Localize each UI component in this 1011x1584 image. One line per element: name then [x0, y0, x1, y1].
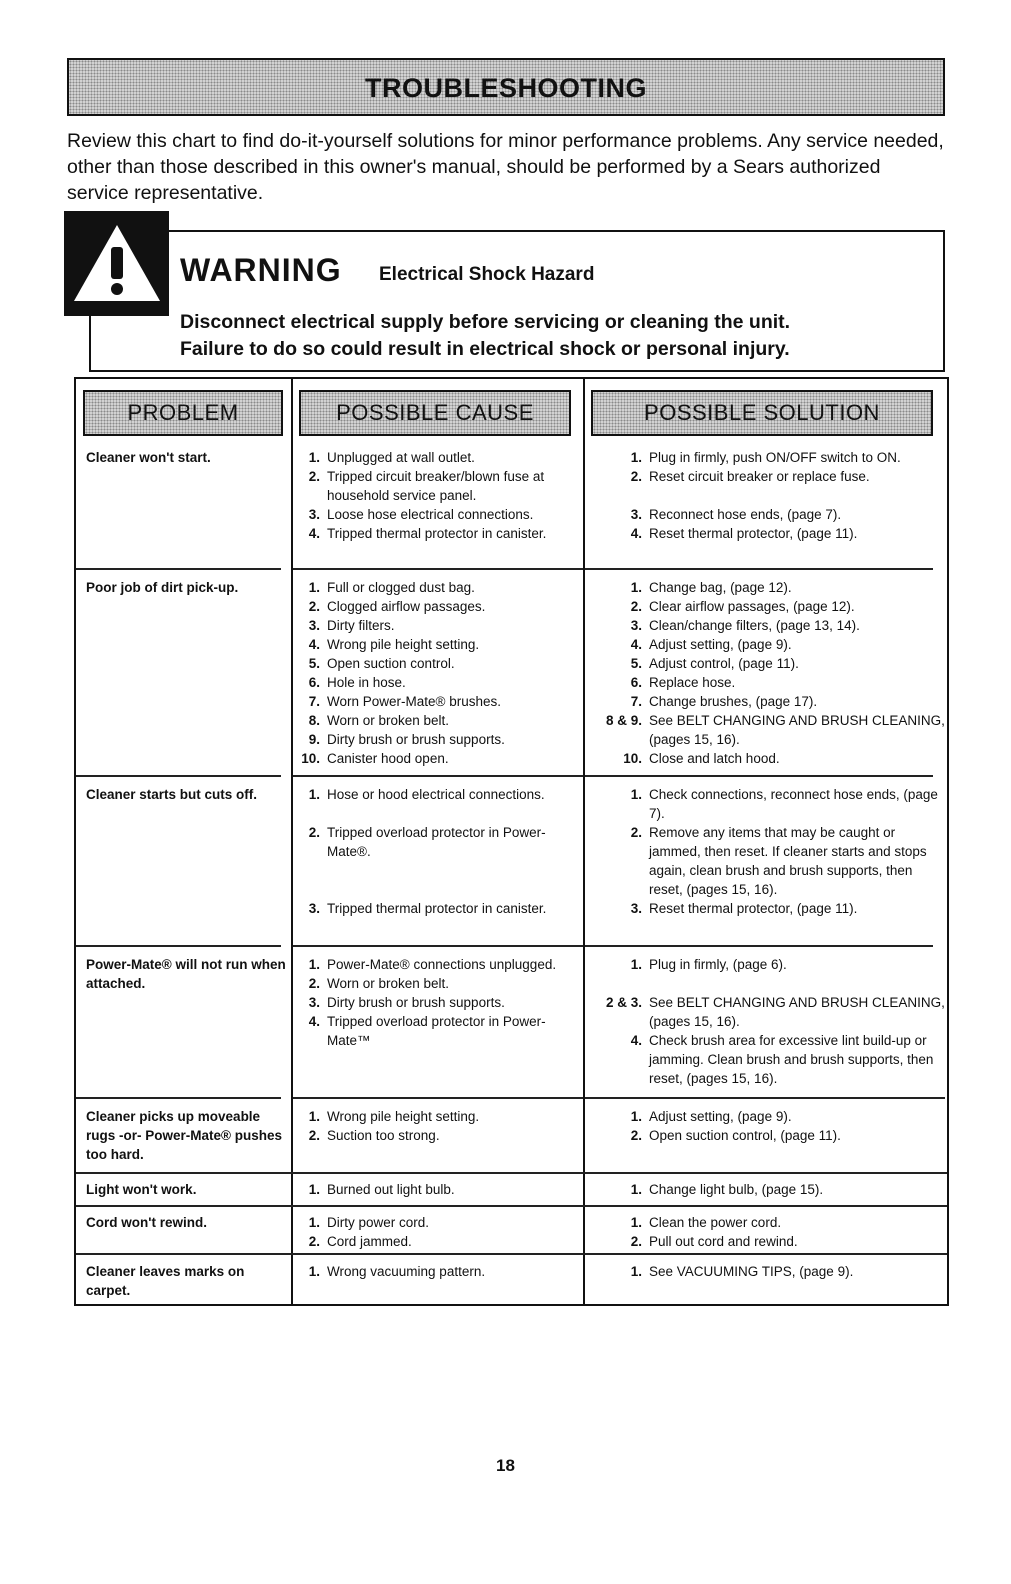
header-problem: [83, 390, 283, 436]
solution-cell: [592, 785, 947, 918]
list-item: 2. Cord jammed.: [308, 1234, 412, 1249]
list-item: 8 & 9. See BELT CHANGING AND BRUSH CLEANING, (pages 15, 16).: [605, 713, 945, 747]
problem-cell: Cleaner picks up moveable rugs -or- Power-Mate® pushes too hard.: [86, 1109, 282, 1162]
warning-line-1: Disconnect electrical supply before servicing or cleaning the unit.: [180, 311, 791, 333]
list-item: 3. Tripped thermal protector in canister.: [308, 901, 547, 916]
cause-cell: [300, 1213, 582, 1251]
list-item: 4. Reset thermal protector, (page 11).: [630, 526, 858, 541]
row-divider: [76, 775, 281, 777]
list-item: 2. Worn or broken belt.: [308, 976, 450, 991]
solution-cell: [592, 955, 947, 1088]
list-item: 1. Power-Mate® connections unplugged.: [308, 957, 557, 972]
warning-line-2: Failure to do so could result in electrical shock or personal injury.: [180, 338, 790, 360]
list-item: 1. Adjust setting, (page 9).: [630, 1109, 792, 1124]
list-item: 3. Dirty brush or brush supports.: [308, 995, 505, 1010]
cause-cell: [300, 448, 582, 543]
list-item: 1. Dirty power cord.: [308, 1215, 430, 1230]
cause-cell: [300, 578, 582, 768]
list-item: 2. Reset circuit breaker or replace fuse.: [630, 469, 870, 484]
list-item: 6. Hole in hose.: [308, 675, 406, 690]
page-title: TROUBLESHOOTING: [365, 73, 647, 103]
list-item: 7. Change brushes, (page 17).: [630, 694, 818, 709]
warning-word: WARNING: [180, 252, 342, 288]
list-item: 4. Adjust setting, (page 9).: [630, 637, 792, 652]
list-item: 3. Loose hose electrical connections.: [308, 507, 534, 522]
cause-cell: [300, 1180, 582, 1199]
row-divider: [76, 1172, 947, 1174]
list-item: 10. Close and latch hood.: [623, 751, 780, 766]
list-item: 1. Plug in firmly, (page 6).: [630, 957, 787, 972]
list-item: 1. Full or clogged dust bag.: [308, 580, 475, 595]
header-cause-label: POSSIBLE CAUSE: [336, 400, 534, 425]
list-item: 7. Worn Power-Mate® brushes.: [308, 694, 502, 709]
list-item: 1. Burned out light bulb.: [308, 1182, 455, 1197]
warning-subtitle: Electrical Shock Hazard: [379, 264, 595, 285]
warning-triangle-icon: [64, 211, 169, 316]
row-divider: [585, 945, 933, 947]
row-divider: [293, 775, 583, 777]
cause-cell: [300, 1262, 582, 1281]
column-divider: [291, 379, 293, 1304]
row-divider: [76, 945, 281, 947]
list-item: 1. Wrong vacuuming pattern.: [308, 1264, 486, 1279]
list-item: 8. Worn or broken belt.: [308, 713, 450, 728]
list-item: 2. Open suction control, (page 11).: [630, 1128, 841, 1143]
list-item: 9. Dirty brush or brush supports.: [308, 732, 505, 747]
list-item: 3. Reconnect hose ends, (page 7).: [630, 507, 842, 522]
problem-cell: Cleaner leaves marks on carpet.: [86, 1264, 245, 1298]
list-item: 2. Clogged airflow passages.: [308, 599, 486, 614]
list-item: 10. Canister hood open.: [301, 751, 449, 766]
row-divider: [585, 568, 933, 570]
solution-cell: [592, 448, 947, 543]
list-item: 1. Change light bulb, (page 15).: [630, 1182, 824, 1197]
problem-cell: Cleaner starts but cuts off.: [86, 787, 258, 802]
intro-paragraph: Review this chart to find do-it-yourself solutions for minor performance problems. Any service needed, other than those described in this owner's manual, should be performed by a Sears authorized service representative.: [67, 130, 944, 204]
list-item: 5. Open suction control.: [308, 656, 455, 671]
title-banner: [67, 58, 945, 116]
list-item: 2. Pull out cord and rewind.: [630, 1234, 798, 1249]
solution-cell: [592, 1262, 947, 1281]
list-item: 2 & 3. See BELT CHANGING AND BRUSH CLEANING, (pages 15, 16).: [605, 995, 945, 1029]
header-cause: [299, 390, 571, 436]
list-item: 1. Change bag, (page 12).: [630, 580, 792, 595]
row-divider: [293, 568, 583, 570]
list-item: 1. Clean the power cord.: [630, 1215, 782, 1230]
list-item: 2. Remove any items that may be caught or jammed, then reset. If cleaner starts and stops again, clean brush and brush supports, then reset, (pages 15, 16).: [630, 825, 927, 897]
header-problem-label: PROBLEM: [127, 400, 239, 425]
list-item: 5. Adjust control, (page 11).: [630, 656, 799, 671]
problem-cell: Cord won't rewind.: [86, 1215, 207, 1230]
solution-cell: [592, 1180, 947, 1199]
page-number: 18: [496, 1456, 515, 1475]
list-item: 2. Tripped circuit breaker/blown fuse at household service panel.: [308, 469, 545, 503]
header-solution-label: POSSIBLE SOLUTION: [644, 400, 880, 425]
row-divider: [585, 1097, 945, 1099]
list-item: 3. Clean/change filters, (page 13, 14).: [630, 618, 860, 633]
row-divider: [76, 1205, 947, 1207]
list-item: 1. Check connections, reconnect hose ends, (page 7).: [630, 787, 938, 821]
list-item: 2. Clear airflow passages, (page 12).: [630, 599, 855, 614]
list-item: 2. Suction too strong.: [308, 1128, 440, 1143]
cause-cell: [300, 955, 582, 1050]
row-divider: [76, 568, 281, 570]
row-divider: [76, 1097, 281, 1099]
list-item: 6. Replace hose.: [630, 675, 736, 690]
list-item: 1. See VACUUMING TIPS, (page 9).: [630, 1264, 854, 1279]
list-item: 4. Check brush area for excessive lint build-up or jamming. Clean brush and brush supports, then reset, (pages 15, 16).: [630, 1033, 934, 1086]
list-item: 3. Dirty filters.: [308, 618, 395, 633]
list-item: 2. Tripped overload protector in Power-Mate®.: [308, 825, 546, 859]
list-item: 1. Plug in firmly, push ON/OFF switch to ON.: [630, 450, 901, 465]
header-solution: [591, 390, 933, 436]
list-item: 3. Reset thermal protector, (page 11).: [630, 901, 858, 916]
problem-cell: Poor job of dirt pick-up.: [86, 580, 239, 595]
row-divider: [585, 775, 933, 777]
list-item: 4. Tripped thermal protector in canister.: [308, 526, 547, 541]
list-item: 1. Hose or hood electrical connections.: [308, 787, 545, 802]
problem-cell: Cleaner won't start.: [86, 450, 211, 465]
column-divider: [583, 379, 585, 1304]
cause-cell: [300, 785, 582, 918]
cause-cell: [300, 1107, 582, 1145]
problem-cell: Light won't work.: [86, 1182, 197, 1197]
row-divider: [293, 1097, 583, 1099]
solution-cell: [592, 1213, 947, 1251]
problem-cell: Power-Mate® will not run when attached.: [86, 957, 286, 991]
solution-cell: [592, 578, 947, 768]
solution-cell: [592, 1107, 947, 1145]
list-item: 1. Wrong pile height setting.: [308, 1109, 480, 1124]
row-divider: [76, 1253, 947, 1255]
list-item: 4. Tripped overload protector in Power-Mate™: [308, 1014, 546, 1048]
list-item: 1. Unplugged at wall outlet.: [308, 450, 475, 465]
list-item: 4. Wrong pile height setting.: [308, 637, 480, 652]
row-divider: [293, 945, 583, 947]
